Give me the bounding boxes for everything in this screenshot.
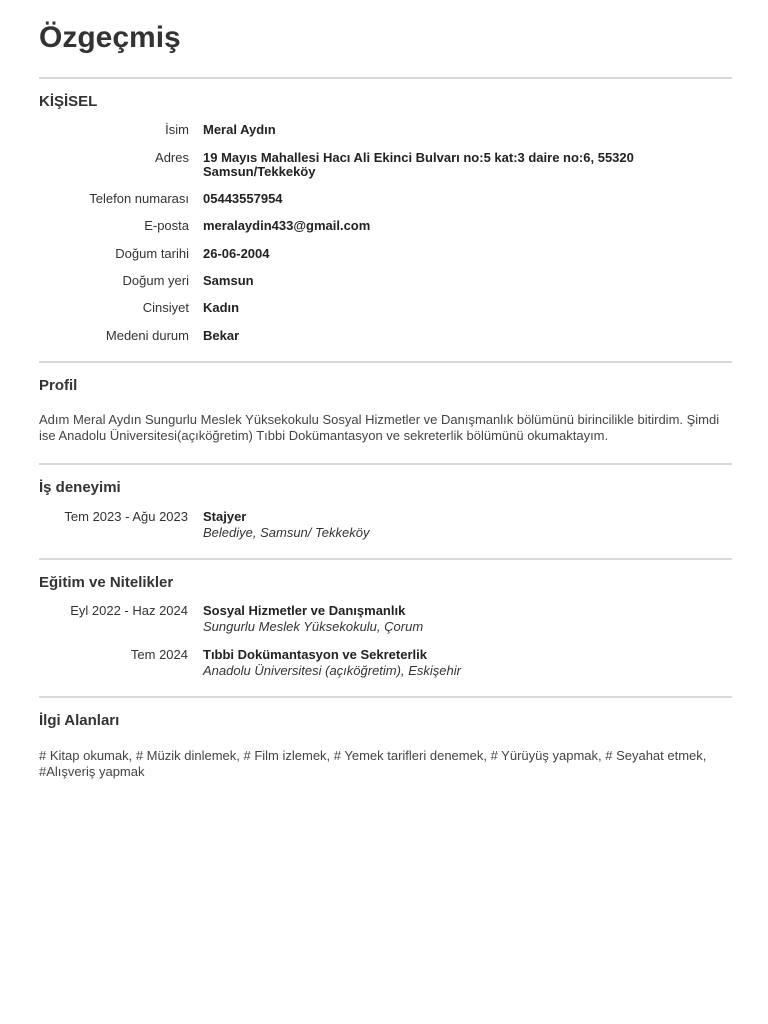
field-label: Adres	[155, 150, 189, 165]
field-label: Doğum yeri	[122, 273, 189, 288]
field-label: Cinsiyet	[142, 300, 189, 315]
education-title: Sosyal Hizmetler ve Danışmanlık	[203, 603, 406, 618]
experience-entry	[203, 510, 723, 540]
field-value: meralaydin433@gmail.com	[203, 218, 371, 233]
divider	[39, 77, 732, 79]
field-value: Samsun	[203, 273, 254, 288]
field-value: 19 Mayıs Mahallesi Hacı Ali Ekinci Bulvarı no:5 kat:3 daire no:6, 55320 Samsun/Tekkeköy	[203, 150, 634, 179]
education-entry	[203, 604, 723, 634]
experience-date: Tem 2023 - Ağu 2023	[64, 509, 188, 524]
divider	[39, 361, 732, 363]
field-value: 05443557954	[203, 191, 283, 206]
field-label: İsim	[165, 122, 189, 137]
field-value: Bekar	[203, 328, 240, 343]
section-title-profile: Profil	[39, 377, 78, 394]
field-label: Doğum tarihi	[115, 246, 189, 261]
education-institution: Anadolu Üniversitesi (açıköğretim), Eskişehir	[203, 663, 461, 678]
education-date: Tem 2024	[130, 647, 188, 662]
page-title: Özgeçmiş	[39, 21, 181, 54]
education-entry	[203, 648, 723, 678]
divider	[39, 558, 732, 560]
profile-text: Adım Meral Aydın Sungurlu Meslek Yüksekokulu Sosyal Hizmetler ve Danışmanlık bölümünü birincilikle bitirdim. Şimdi ise Anadolu Üniversitesi(açıköğretim) Tıbbi Dokümantasyon ve sekreterlik bölümünü okumaktayım.	[39, 412, 720, 443]
divider	[39, 696, 732, 698]
field-label: E-posta	[144, 218, 189, 233]
education-title: Tıbbi Dokümantasyon ve Sekreterlik	[203, 647, 427, 662]
section-title-education: Eğitim ve Nitelikler	[39, 574, 174, 591]
field-value: Meral Aydın	[203, 122, 276, 137]
experience-org: Belediye, Samsun/ Tekkeköy	[203, 525, 370, 540]
education-date: Eyl 2022 - Haz 2024	[70, 603, 188, 618]
field-value: Kadın	[203, 300, 240, 315]
section-title-personal: KİŞİSEL	[39, 93, 98, 110]
section-title-experience: İş deneyimi	[39, 479, 121, 496]
field-label: Telefon numarası	[89, 191, 189, 206]
field-value: 26-06-2004	[203, 246, 270, 261]
experience-title: Stajyer	[203, 509, 247, 524]
education-institution: Sungurlu Meslek Yüksekokulu, Çorum	[203, 619, 424, 634]
field-label: Medeni durum	[105, 328, 189, 343]
section-title-interests: İlgi Alanları	[39, 712, 120, 729]
divider	[39, 463, 732, 465]
interests-text: # Kitap okumak, # Müzik dinlemek, # Film izlemek, # Yemek tarifleri denemek, # Yürüyüş yapmak, # Seyahat etmek, #Alışveriş yapmak	[39, 748, 707, 779]
